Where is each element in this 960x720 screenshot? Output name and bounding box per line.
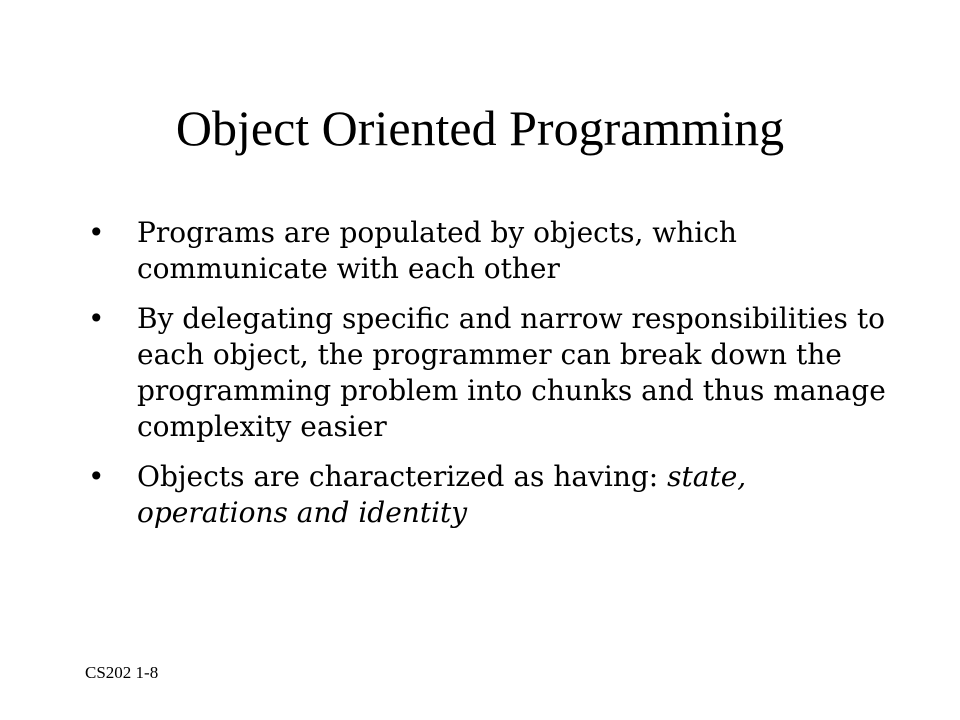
bullet-item — [88, 459, 888, 531]
bullet-list — [88, 215, 888, 545]
bullet-icon: • — [88, 460, 105, 493]
bullet-icon: • — [88, 302, 105, 335]
bullet-icon: • — [88, 216, 105, 249]
bullet-text: Programs are populated by objects, which communicate with each other — [137, 216, 737, 285]
bullet-emphasis: state, operations and identity — [137, 460, 747, 529]
bullet-item — [88, 301, 888, 445]
slide-footer: CS202 1-8 — [85, 663, 159, 682]
slide-title: Object Oriented Programming — [175, 100, 785, 156]
bullet-text: Objects are characterized as having: — [137, 460, 668, 493]
bullet-text: By delegating specific and narrow responsibilities to each object, the programmer can break down the programming problem into chunks and thus manage complexity easier — [137, 302, 886, 443]
bullet-item — [88, 215, 888, 287]
